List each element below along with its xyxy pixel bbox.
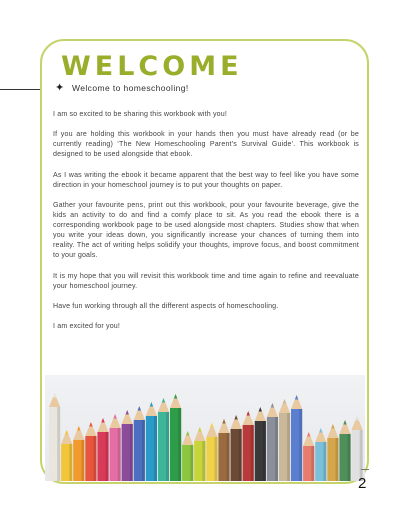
pencil: [158, 398, 169, 481]
body-text: [53, 109, 359, 341]
pencil: [218, 419, 229, 481]
pencil: [110, 414, 121, 481]
pencil: [134, 406, 145, 481]
pencil: [352, 416, 363, 481]
pencil: [327, 424, 338, 481]
pencil: [255, 407, 266, 481]
sparkle-icon: ✦: [55, 82, 65, 94]
pencil: [339, 420, 350, 481]
pencil: [206, 423, 217, 481]
pencil: [303, 432, 314, 481]
paragraph: As I was writing the ebook it became apparent that the best way to feel like you have some direction in your homeschool journey is to put your thoughts on paper.: [53, 170, 359, 189]
page-title: WELCOME: [61, 51, 243, 82]
pencil: [231, 415, 242, 481]
paragraph: Have fun working through all the different aspects of homeschooling.: [53, 301, 279, 310]
pencil: [49, 393, 60, 481]
pencil: [243, 411, 254, 481]
pencils-illustration: [45, 375, 365, 481]
paragraph: If you are holding this workbook in your hands then you must have already read (or be currently reading) ‘The New Homeschooling Parent’s Survival Guide’. This workbook is designed to be used alongside that ebook.: [53, 130, 359, 159]
pencil: [73, 426, 84, 481]
pencil: [194, 427, 205, 481]
pencil: [291, 395, 302, 481]
pencil: [146, 402, 157, 481]
paragraph: Gather your favourite pens, print out this workbook, pour your favourite beverage, give the kids an activity to do and find a comfy place to sit. As you read the ebook there is a corresponding workbook page to be used alongside most chapters. Studies show that when you write your ideas down, you significantly increase your chances of turning them into reality. The act of writing helps solidify your thoughts, improve focus, and boost commitment to your goals.: [53, 200, 359, 260]
pencil: [61, 430, 72, 481]
pencil: [85, 422, 96, 481]
paragraph: It is my hope that you will revisit this workbook time and time again to refine and reevaluate your homeschool journey.: [53, 271, 359, 290]
pencil: [170, 394, 181, 481]
divider-line: [0, 89, 40, 90]
colored-pencils-photo: [45, 375, 365, 481]
pencil: [97, 418, 108, 481]
page-subtitle: Welcome to homeschooling!: [72, 83, 189, 93]
pencil: [267, 403, 278, 481]
pencil: [315, 428, 326, 481]
paragraph: I am excited for you!: [53, 321, 121, 330]
pencil: [122, 410, 133, 481]
pencil: [182, 431, 193, 481]
pencil: [279, 399, 290, 481]
paragraph: I am so excited to be sharing this workbook with you!: [53, 110, 227, 118]
page-number: 2: [358, 475, 367, 492]
page-number-tick: [361, 469, 369, 470]
